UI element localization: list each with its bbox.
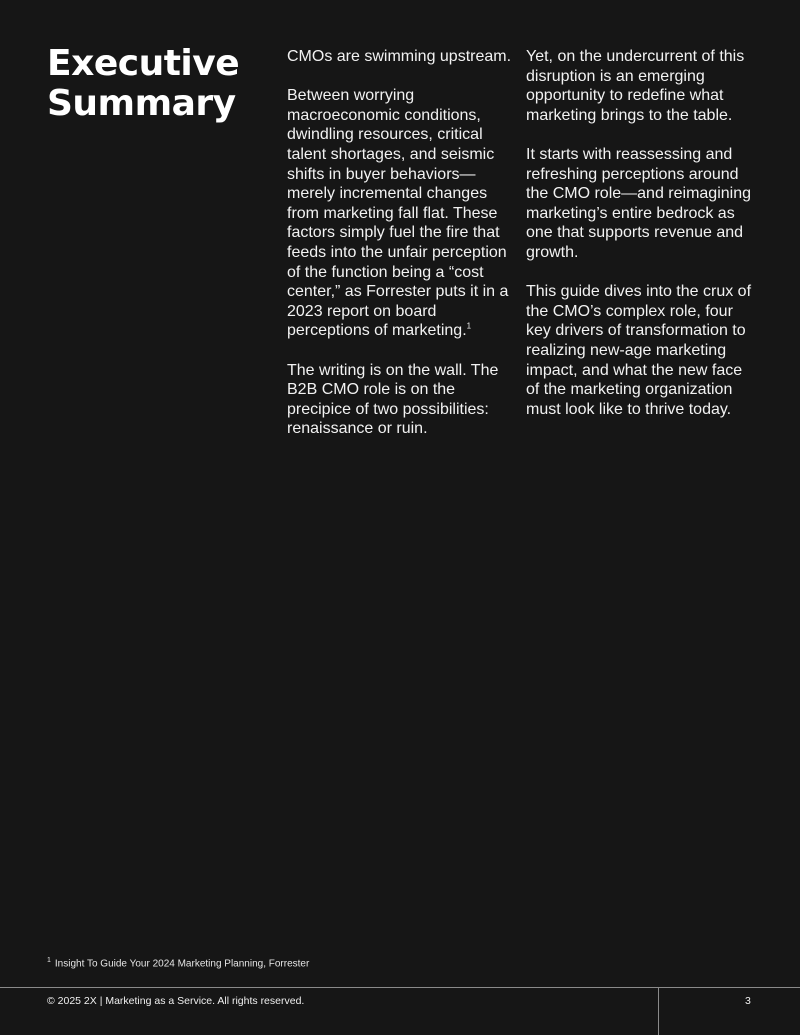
page-title — [47, 44, 267, 124]
title-line-1: Executive — [47, 43, 240, 84]
paragraph-text: Between worrying macroeconomic conditions, dwindling resources, critical talent shortages, and seismic shifts in buyer behaviors—merely incremental changes from marketing fall flat. These factors simply fuel the fire that feeds into the unfair perception of the function being a “cost center,” as Forrester puts it in a 2023 report on board perceptions of marketing. — [287, 87, 509, 340]
paragraph: The writing is on the wall. The B2B CMO role is on the precipice of two possibilities: renaissance or ruin. — [287, 361, 499, 438]
paragraph: It starts with reassessing and refreshing perceptions around the CMO role—and reimagining marketing’s entire bedrock as one that supports revenue and growth. — [526, 145, 751, 261]
footer-divider — [658, 987, 659, 1035]
footnote-reference: 1 — [466, 321, 472, 331]
paragraph: CMOs are swimming upstream. — [287, 48, 512, 65]
body-column-left — [287, 47, 519, 458]
paragraph: Yet, on the undercurrent of this disruption is an emerging opportunity to redefine what marketing brings to the table. — [526, 48, 745, 124]
paragraph: This guide dives into the crux of the CMO’s complex role, four key drivers of transformation to realizing new-age marketing impact, and what the new face of the marketing organization must look like to thrive today. — [526, 283, 752, 418]
footnote — [47, 954, 309, 971]
footer-rule — [0, 987, 800, 988]
footnote-text: Insight To Guide Your 2024 Marketing Planning, Forrester — [54, 958, 310, 970]
title-line-2: Summary — [47, 83, 236, 124]
page-number: 3 — [745, 995, 751, 1007]
footnote-marker: 1 — [47, 957, 51, 964]
paragraph — [287, 86, 519, 341]
body-column-right — [526, 47, 758, 439]
copyright-notice: © 2025 2X | Marketing as a Service. All rights reserved. — [47, 995, 305, 1007]
